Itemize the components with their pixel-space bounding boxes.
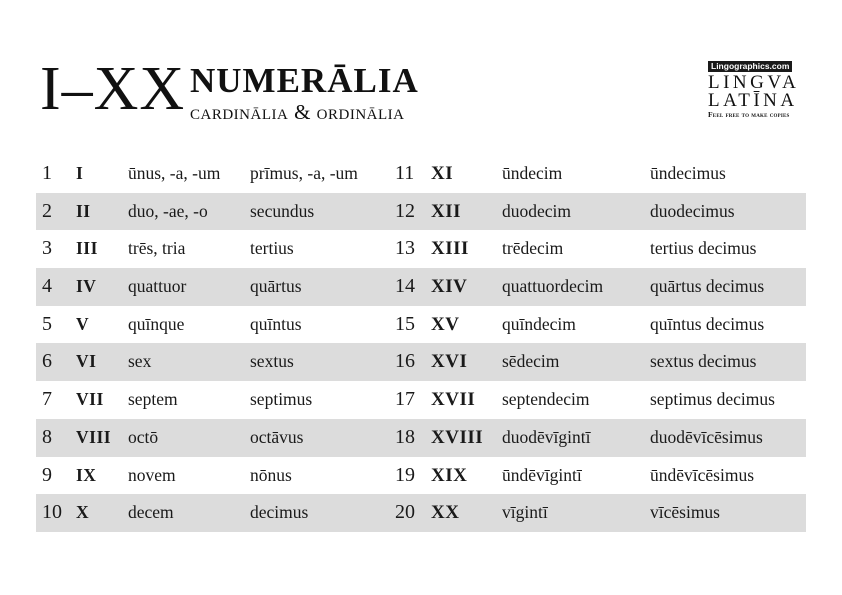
roman-cell: XIX [431, 464, 468, 486]
number-cell: 11 [395, 162, 415, 184]
roman-cell: VI [76, 351, 97, 372]
cardinal-cell: duodecim [502, 200, 572, 221]
number-cell: 20 [395, 501, 415, 524]
number-cell: 17 [395, 388, 415, 411]
number-cell: 10 [42, 501, 62, 524]
cardinal-cell: duo, -ae, -o [128, 200, 208, 221]
roman-cell: X [76, 502, 90, 523]
number-cell: 8 [42, 425, 52, 448]
number-cell: 5 [42, 312, 52, 335]
cardinal-cell: quīndecim [502, 313, 576, 334]
table-row [36, 419, 806, 457]
ordinal-cell: duodecimus [650, 200, 735, 221]
roman-cell: XII [431, 200, 462, 222]
cardinal-cell: septem [128, 389, 178, 410]
page-header [0, 0, 842, 140]
cardinal-cell: sex [128, 351, 152, 372]
cardinal-cell: quīnque [128, 313, 185, 334]
number-cell: 6 [42, 350, 52, 373]
roman-cell: VII [76, 389, 104, 410]
table-row [36, 457, 806, 495]
brand-line-1: LINGVA [708, 72, 800, 93]
table-row [36, 193, 806, 231]
roman-cell: II [76, 200, 91, 221]
ordinal-cell: quīntus [250, 313, 302, 334]
ordinal-cell: prīmus, -a, -um [250, 163, 358, 183]
page-title: NUMERĀLIA [190, 61, 419, 100]
ordinal-cell: duodēvīcēsimus [650, 426, 763, 447]
ordinal-cell: ūndēvīcēsimus [650, 464, 755, 485]
cardinal-cell: trēdecim [502, 238, 564, 259]
numeral-table [36, 155, 806, 532]
table-row [36, 268, 806, 306]
roman-cell: XIII [431, 238, 469, 260]
cardinal-cell: quattuor [128, 276, 187, 297]
table-row [36, 306, 806, 344]
ordinal-cell: septimus decimus [650, 389, 775, 410]
page-subtitle: cardinālia & ordinālia [190, 100, 405, 124]
number-cell: 12 [395, 199, 415, 222]
number-cell: 19 [395, 463, 415, 486]
ordinal-cell: quārtus decimus [650, 276, 765, 297]
ordinal-cell: vīcēsimus [650, 502, 720, 523]
cardinal-cell: novem [128, 464, 176, 485]
ordinal-cell: septimus [250, 389, 313, 410]
ordinal-cell: tertius decimus [650, 238, 757, 259]
table-row [36, 381, 806, 419]
ordinal-cell: ūndecimus [650, 163, 726, 183]
ordinal-cell: sextus [250, 351, 294, 372]
ordinal-cell: decimus [250, 502, 309, 523]
number-cell: 1 [42, 162, 52, 184]
brand-logo [708, 56, 808, 119]
table-row [36, 230, 806, 268]
cardinal-cell: quattuordecim [502, 276, 604, 297]
roman-cell: XI [431, 163, 454, 184]
cardinal-cell: vīgintī [502, 502, 548, 523]
brand-line-2: LATĪNA [708, 90, 798, 111]
roman-cell: XX [431, 502, 460, 524]
roman-cell: XVI [431, 351, 468, 373]
roman-cell: I [76, 163, 84, 183]
roman-cell: IX [76, 464, 97, 485]
number-cell: 4 [42, 275, 52, 298]
roman-cell: VIII [76, 426, 112, 447]
cardinal-cell: trēs, tria [128, 238, 186, 259]
cardinal-cell: duodēvīgintī [502, 426, 591, 447]
number-cell: 2 [42, 199, 52, 222]
table-row [36, 494, 806, 532]
roman-cell: XVII [431, 389, 476, 411]
roman-cell: IV [76, 276, 97, 297]
number-cell: 13 [395, 237, 415, 260]
number-cell: 18 [395, 425, 415, 448]
brand-site: Lingographics.com [708, 61, 792, 72]
number-cell: 14 [395, 275, 415, 298]
cardinal-cell: octō [128, 426, 159, 447]
cardinal-cell: ūndecim [502, 163, 563, 183]
ordinal-cell: octāvus [250, 426, 304, 447]
number-cell: 16 [395, 350, 415, 373]
number-cell: 7 [42, 388, 52, 411]
cardinal-cell: decem [128, 502, 174, 523]
ordinal-cell: quīntus decimus [650, 313, 765, 334]
table-row [36, 343, 806, 381]
cardinal-cell: ūndēvīgintī [502, 464, 582, 485]
cardinal-cell: ūnus, -a, -um [128, 163, 221, 183]
roman-cell: III [76, 238, 98, 259]
ordinal-cell: tertius [250, 238, 294, 259]
cardinal-cell: sēdecim [502, 351, 560, 372]
ordinal-cell: quārtus [250, 276, 302, 297]
table-row [36, 155, 806, 193]
number-cell: 9 [42, 463, 52, 486]
roman-cell: XVIII [431, 426, 484, 448]
ordinal-cell: nōnus [250, 464, 292, 485]
number-cell: 15 [395, 312, 415, 335]
roman-cell: V [76, 313, 90, 334]
roman-cell: XIV [431, 276, 468, 298]
cardinal-cell: septendecim [502, 389, 590, 410]
ordinal-cell: secundus [250, 200, 315, 221]
numeral-range: I–XX [40, 55, 186, 123]
number-cell: 3 [42, 237, 52, 260]
roman-cell: XV [431, 313, 460, 335]
ordinal-cell: sextus decimus [650, 351, 757, 372]
brand-note: Feel free to make copies [708, 110, 790, 119]
